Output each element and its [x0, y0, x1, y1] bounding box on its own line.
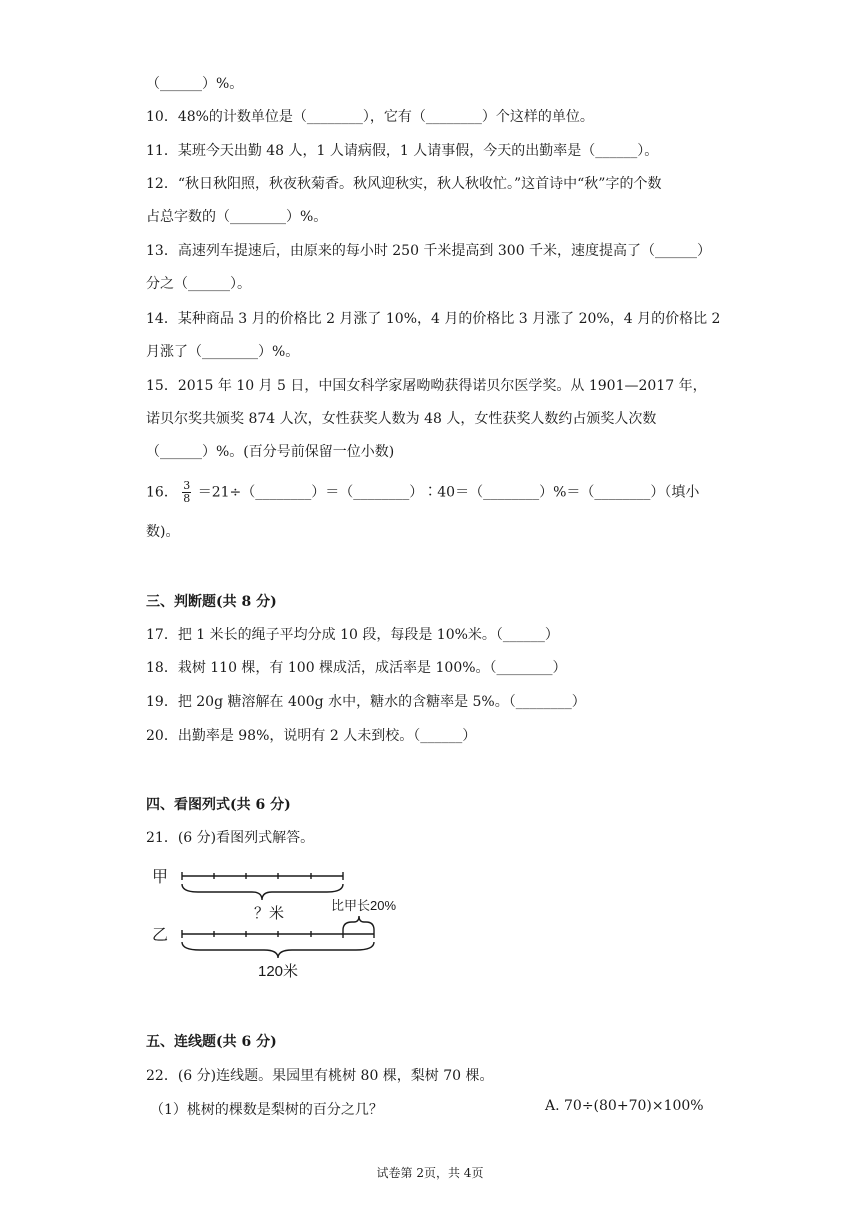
section-4-title: 四、看图列式(共 6 分)	[146, 797, 291, 813]
question-21: 21．(6 分)看图列式解答。	[146, 830, 315, 846]
question-11: 11．某班今天出勤 48 人，1 人请病假，1 人请事假，今天的出勤率是（______）。	[146, 143, 659, 159]
question-10: 10．48%的计数单位是（________），它有（________）个这样的单位。	[146, 109, 594, 125]
fraction-denominator: 8	[183, 492, 191, 505]
question-16-rest: ＝21÷（________）＝（________）∶40＝（________）%＝（________）（填小	[197, 484, 700, 501]
jia-segment	[182, 872, 343, 900]
question-22-item-1: （1）桃树的棵数是梨树的百分之几？	[150, 1102, 383, 1118]
question-20: 20．出勤率是 98%，说明有 2 人未到校。（______）	[146, 728, 477, 744]
q9-continuation: （______）%。	[146, 76, 244, 92]
section-5-title: 五、连线题(共 6 分)	[146, 1034, 277, 1050]
question-14-line2: 月涨了（________）%。	[146, 344, 300, 360]
section-3-title: 三、判断题(共 8 分)	[146, 594, 277, 610]
question-14-line1: 14．某种商品 3 月的价格比 2 月涨了 10%，4 月的价格比 3 月涨了 20%，4 月的价格比 2	[146, 311, 721, 327]
yi-segment	[182, 930, 374, 958]
extra-part-brace	[343, 916, 374, 930]
fraction-3-8	[182, 480, 191, 505]
fraction-numerator: 3	[183, 479, 191, 492]
question-16-line1	[146, 480, 699, 505]
label-extra-20-percent: 比甲长20%	[331, 898, 397, 913]
question-15-line1: 15．2015 年 10 月 5 日，中国女科学家屠呦呦获得诺贝尔医学奖。从 1901—2017 年，	[146, 378, 707, 394]
question-13-line2: 分之（______）。	[146, 276, 251, 292]
label-total-length: 120米	[258, 963, 299, 980]
question-16-line2: 数)。	[146, 524, 180, 540]
question-17: 17．把 1 米长的绳子平均分成 10 段，每段是 10%米。（______）	[146, 627, 559, 643]
label-jia: 甲	[152, 869, 169, 886]
question-18: 18．栽树 110 棵，有 100 棵成活，成活率是 100%。（________）	[146, 660, 567, 676]
page-footer: 试卷第 2页，共 4页	[376, 1166, 484, 1180]
label-yi: 乙	[152, 927, 169, 944]
line-segment-diagram	[148, 858, 428, 988]
question-22-option-a: A. 70÷(80+70)×100%	[545, 1098, 704, 1114]
question-13-line1: 13．高速列车提速后，由原来的每小时 250 千米提高到 300 千米，速度提高了（______）	[146, 243, 712, 259]
question-15-line3: （______）%。(百分号前保留一位小数)	[146, 444, 395, 460]
question-12-line1: 12．“秋日秋阳照，秋夜秋菊香。秋风迎秋实，秋人秋收忙。”这首诗中“秋”字的个数	[146, 176, 662, 192]
question-22: 22．(6 分)连线题。果园里有桃树 80 棵，梨树 70 棵。	[146, 1068, 494, 1084]
label-unknown-length: ？米	[254, 905, 285, 922]
question-15-line2: 诺贝尔奖共颁奖 874 人次，女性获奖人数为 48 人，女性获奖人数约占颁奖人次数	[146, 411, 657, 427]
question-16-number: 16．	[146, 484, 178, 501]
question-19: 19．把 20g 糖溶解在 400g 水中，糖水的含糖率是 5%。（________）	[146, 694, 586, 710]
question-12-line2: 占总字数的（________）%。	[146, 209, 328, 225]
